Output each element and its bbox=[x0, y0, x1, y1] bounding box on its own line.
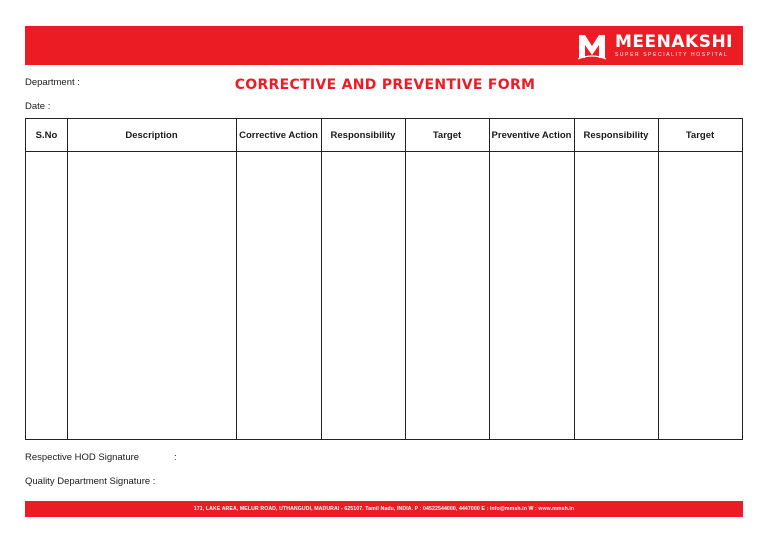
capa-table bbox=[25, 118, 743, 440]
column-divider bbox=[236, 119, 237, 439]
column-divider bbox=[489, 119, 490, 439]
header-description: Description bbox=[125, 129, 178, 141]
department-label: Department : bbox=[25, 77, 80, 88]
column-divider bbox=[574, 119, 575, 439]
quality-signature-label: Quality Department Signature : bbox=[25, 476, 156, 487]
hospital-logo bbox=[577, 30, 733, 61]
header-corrective-action: Corrective Action bbox=[239, 129, 318, 141]
brand-name: MEENAKSHI bbox=[615, 31, 733, 52]
header-preventive-action: Preventive Action bbox=[491, 129, 572, 141]
hod-signature-label: Respective HOD Signature bbox=[25, 452, 140, 463]
header-target: Target bbox=[432, 129, 462, 141]
column-divider bbox=[405, 119, 406, 439]
brand-tagline: SUPER SPECIALITY HOSPITAL bbox=[615, 51, 729, 58]
header-sno: S.No bbox=[35, 129, 58, 141]
hod-signature-colon: : bbox=[174, 452, 177, 463]
header-responsibility-2: Responsibility bbox=[583, 129, 649, 141]
header-bar bbox=[25, 26, 743, 65]
date-label: Date : bbox=[25, 101, 51, 112]
header-target-2: Target bbox=[685, 129, 715, 141]
header-responsibility: Responsibility bbox=[330, 129, 396, 141]
footer-bar bbox=[25, 501, 743, 517]
column-divider bbox=[67, 119, 68, 439]
meenakshi-m-logo-icon bbox=[577, 32, 607, 60]
form-title: CORRECTIVE AND PREVENTIVE FORM bbox=[234, 77, 536, 93]
column-divider bbox=[658, 119, 659, 439]
header-divider bbox=[26, 151, 742, 152]
column-divider bbox=[321, 119, 322, 439]
footer-address: 171, LAKE AREA, MELUR ROAD, UTHANGUDI, MADURAI - 625107. Tamil Nadu, INDIA. P : 04522544000, 4447000 E : info@mmsh.in W : www.mmsh.in bbox=[193, 506, 575, 512]
